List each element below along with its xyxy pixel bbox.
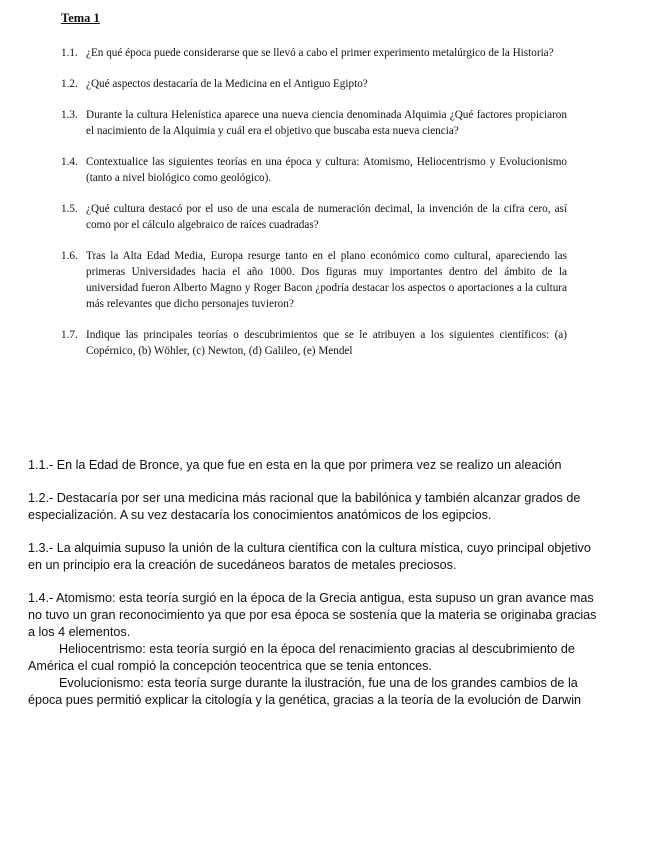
answer-heliocentrismo: Heliocentrismo: esta teoría surgió en la época del renacimiento gracias al descubrimiento de América el cual rompió la concepción teocentrica que se tenia entonces.	[28, 642, 575, 673]
answer-1-3: 1.3.- La alquimia supuso la unión de la cultura científica con la cultura mística, cuyo principal objetivo en un principio era la creación de sucedáneos baratos de metales preciosos.	[28, 541, 591, 572]
answer-atomismo: 1.4.- Atomismo: esta teoría surgió en la época de la Grecia antigua, esta supuso un gran avance mas no tuvo un gran reconocimiento ya que por esa época se sostenía que la materia se originaba gracias a los 4 elementos.	[28, 591, 597, 639]
answer-1-1: 1.1.- En la Edad de Bronce, ya que fue en esta en la que por primera vez se realizo un aleación	[28, 458, 562, 472]
question-item	[61, 327, 567, 359]
answer-1-2: 1.2.- Destacaría por ser una medicina más racional que la babilónica y también alcanzar grados de especialización. A su vez destacaría los conocimientos anatómicos de los egipcios.	[28, 491, 581, 522]
question-number: 1.6.	[61, 250, 78, 262]
question-number: 1.5.	[61, 203, 78, 215]
answer-1-4	[28, 590, 598, 709]
question-text: ¿Qué aspectos destacaría de la Medicina en el Antiguo Egipto?	[86, 78, 368, 90]
question-item	[61, 154, 567, 186]
question-number: 1.7.	[61, 329, 78, 341]
question-text: Indique las principales teorías o descubrimientos que se le atribuyen a los siguientes científicos: (a) Copérnico, (b) Wöhler, (c) Newton, (d) Galileo, (e) Mendel	[86, 329, 567, 357]
question-text: Contextualice las siguientes teorías en una época y cultura: Atomismo, Heliocentrismo y Evolucionismo (tanto a nivel biológico como geológico).	[86, 156, 567, 184]
question-item	[61, 76, 567, 92]
question-number: 1.4.	[61, 156, 78, 168]
question-text: Tras la Alta Edad Media, Europa resurge tanto en el plano económico como cultural, apareciendo las primeras Universidades hacia el año 1000. Dos figuras muy importantes dentro del ámbito de la universidad fueron Alberto Magno y Roger Bacon ¿podría destacar los aspectos o aportaciones a la cultura más relevantes que dicho personajes tuvieron?	[86, 250, 567, 310]
question-item	[61, 248, 567, 312]
question-number: 1.3.	[61, 109, 78, 121]
question-number: 1.2.	[61, 78, 78, 90]
question-item	[61, 201, 567, 233]
answers-section	[28, 457, 598, 725]
question-text: Durante la cultura Helenística aparece una nueva ciencia denominada Alquimia ¿Qué factores propiciaron el nacimiento de la Alquimia y cuál era el objetivo que buscaba esta nueva ciencia?	[86, 109, 567, 137]
question-list	[61, 45, 567, 374]
question-number: 1.1.	[61, 47, 78, 59]
question-item	[61, 45, 567, 61]
page-title: Tema 1	[61, 11, 100, 25]
answer-evolucionismo: Evolucionismo: esta teoría surge durante la ilustración, fue una de los grandes cambios de la época pues permitió explicar la citología y la genética, gracias a la teoría de la evolución de Darwin	[28, 676, 582, 707]
question-item	[61, 107, 567, 139]
question-text: ¿Qué cultura destacó por el uso de una escala de numeración decimal, la invención de la cifra cero, así como por el cálculo algebraico de raíces cuadradas?	[86, 203, 567, 231]
question-text: ¿En qué época puede considerarse que se llevó a cabo el primer experimento metalúrgico de la Historia?	[86, 47, 554, 59]
